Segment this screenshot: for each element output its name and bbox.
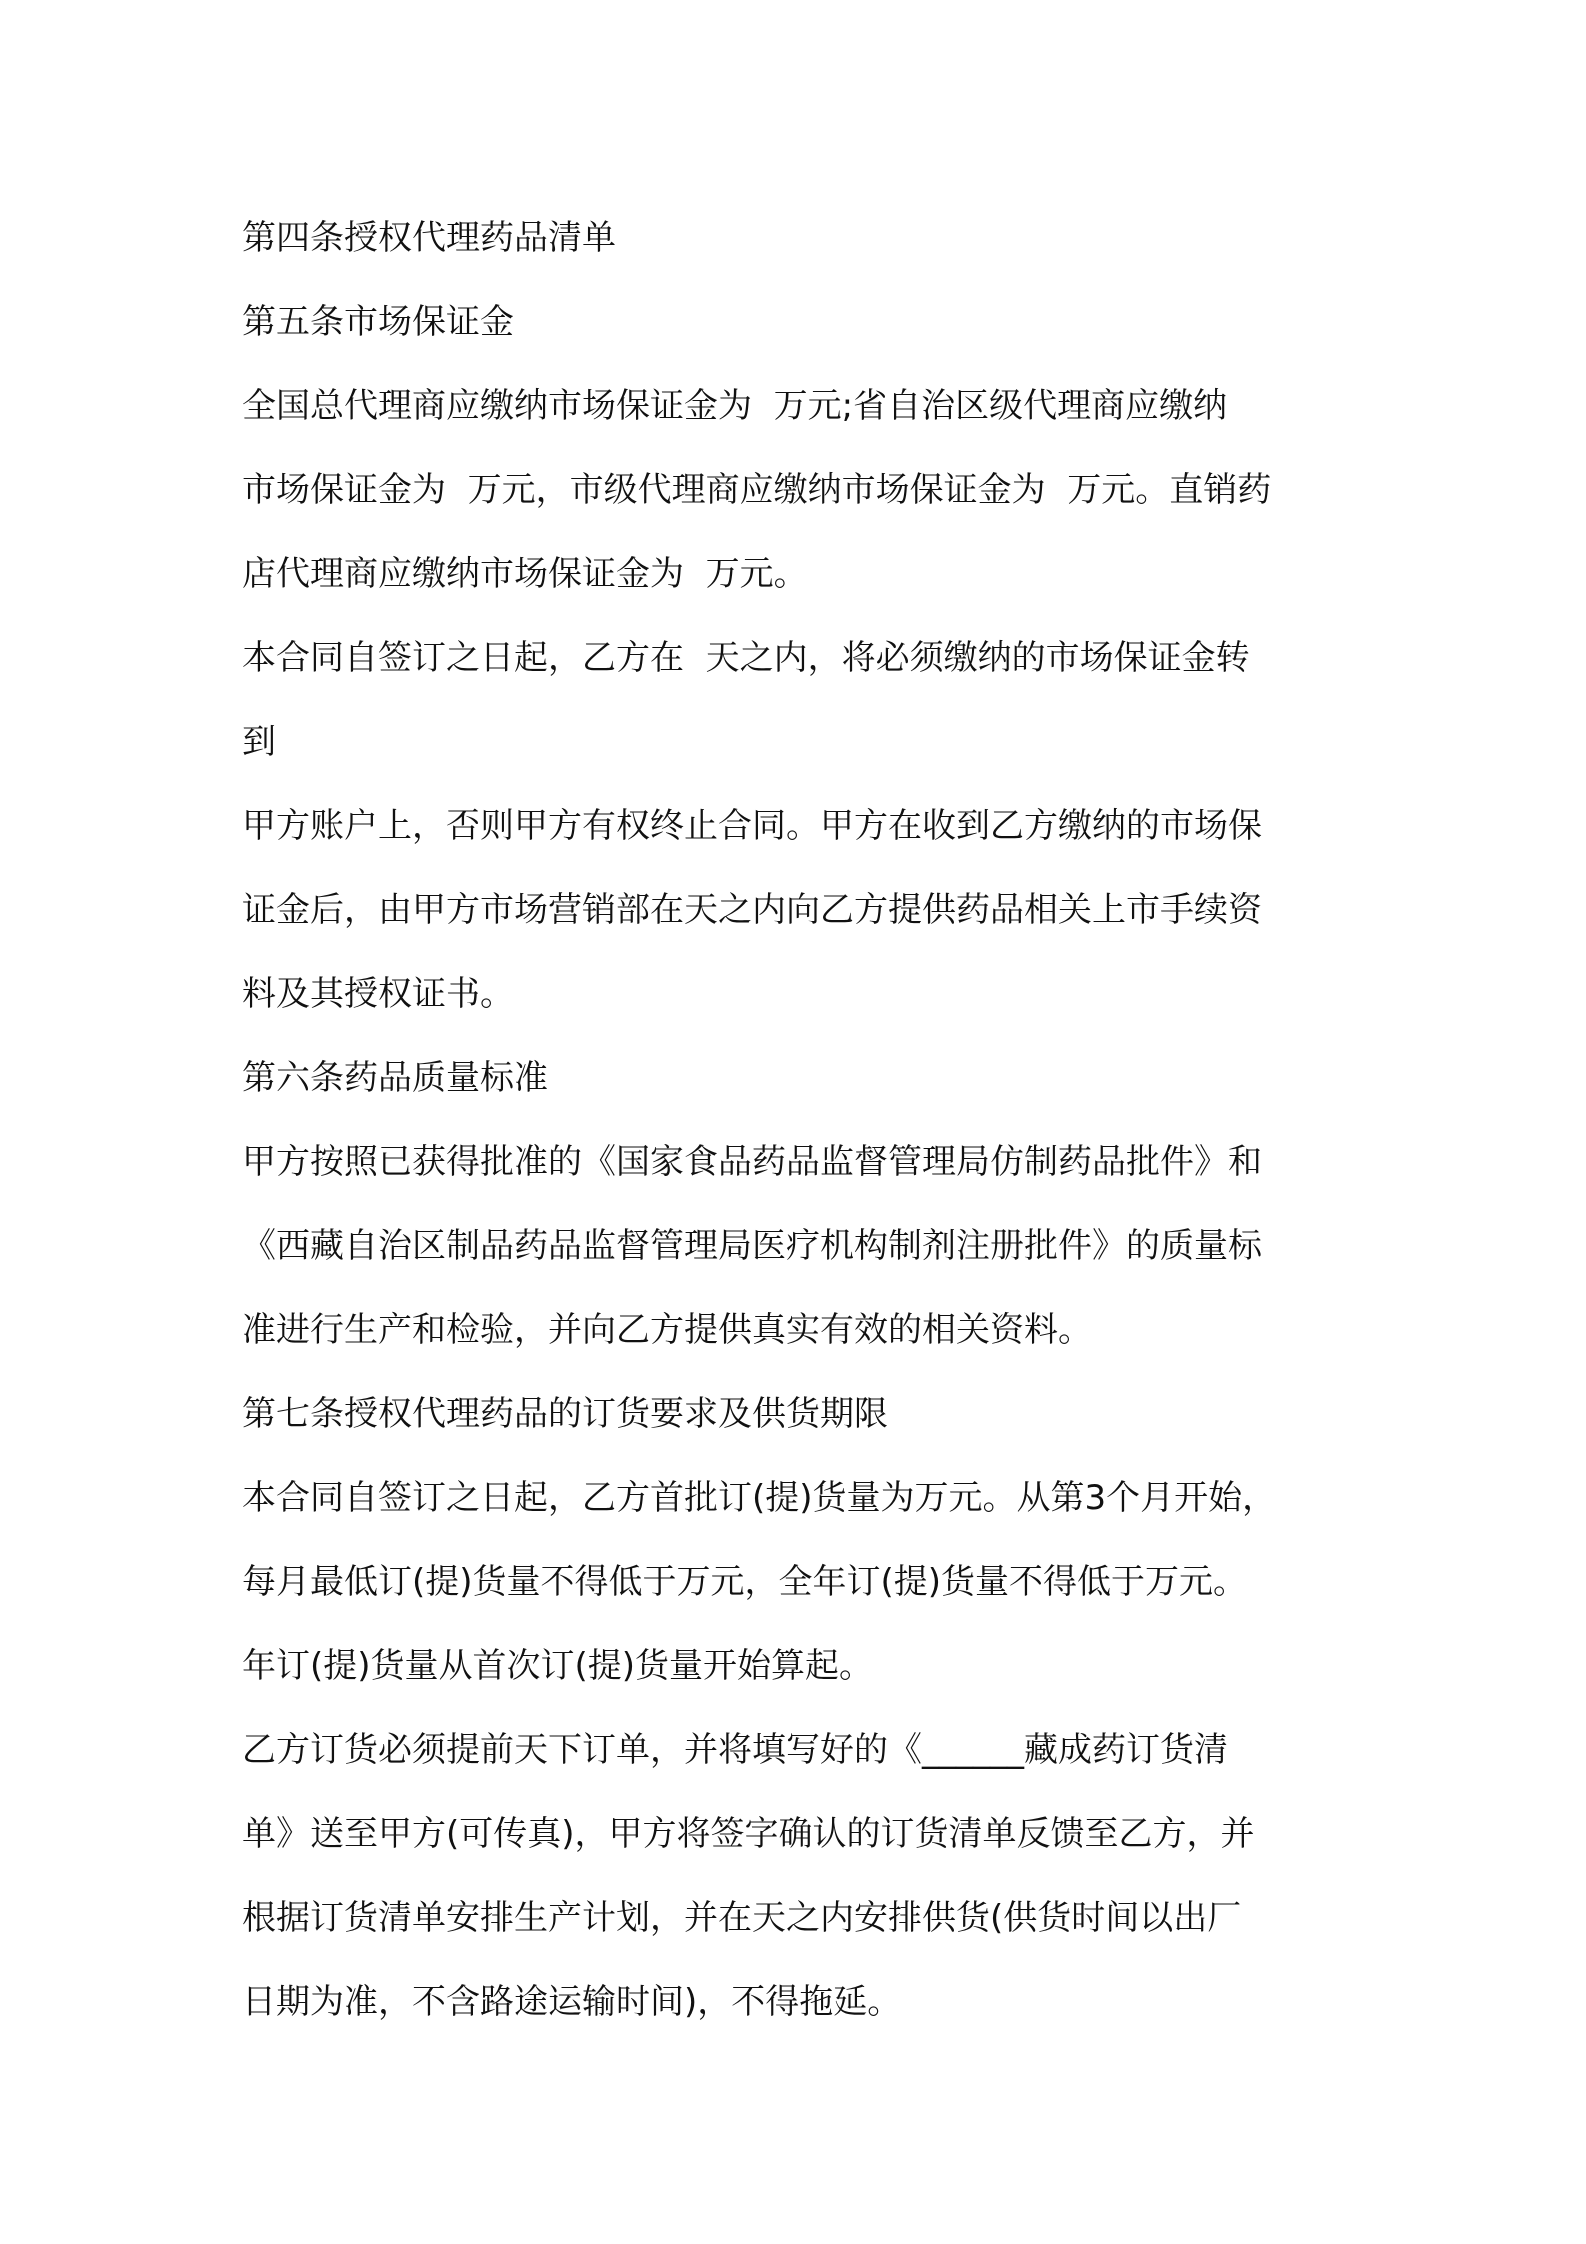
paragraph-line: 日期为准，不含路途运输时间)，不得拖延。 bbox=[242, 1982, 902, 2022]
document-body bbox=[242, 196, 1352, 2044]
paragraph-line: 本合同自签订之日起，乙方在 天之内，将必须缴纳的市场保证金转 bbox=[242, 638, 1250, 678]
paragraph-line: 年订(提)货量从首次订(提)货量开始算起。 bbox=[242, 1646, 874, 1686]
paragraph-line: 市场保证金为 万元，市级代理商应缴纳市场保证金为 万元。直销药 bbox=[242, 470, 1272, 510]
paragraph-line: 《西藏自治区制品药品监督管理局医疗机构制剂注册批件》的质量标 bbox=[242, 1226, 1262, 1266]
paragraph-line: 乙方订货必须提前天下订单，并将填写好的《______藏成药订货清 bbox=[242, 1730, 1228, 1770]
paragraph-line: 料及其授权证书。 bbox=[242, 974, 514, 1014]
paragraph-line: 本合同自签订之日起，乙方首批订(提)货量为万元。从第3个月开始， bbox=[242, 1478, 1277, 1518]
paragraph-line: 单》送至甲方(可传真)，甲方将签字确认的订货清单反馈至乙方，并 bbox=[242, 1814, 1255, 1854]
article-6-heading: 第六条药品质量标准 bbox=[242, 1058, 548, 1098]
article-5-heading: 第五条市场保证金 bbox=[242, 302, 514, 342]
paragraph-line: 证金后，由甲方市场营销部在天之内向乙方提供药品相关上市手续资 bbox=[242, 890, 1262, 930]
article-7-heading: 第七条授权代理药品的订货要求及供货期限 bbox=[242, 1394, 888, 1434]
paragraph-line: 全国总代理商应缴纳市场保证金为 万元;省自治区级代理商应缴纳 bbox=[242, 386, 1228, 426]
paragraph-line: 每月最低订(提)货量不得低于万元，全年订(提)货量不得低于万元。 bbox=[242, 1562, 1248, 1602]
article-4-heading: 第四条授权代理药品清单 bbox=[242, 218, 616, 258]
paragraph-line: 准进行生产和检验，并向乙方提供真实有效的相关资料。 bbox=[242, 1310, 1092, 1350]
paragraph-line: 店代理商应缴纳市场保证金为 万元。 bbox=[242, 554, 808, 594]
paragraph-line: 根据订货清单安排生产计划，并在天之内安排供货(供货时间以出厂 bbox=[242, 1898, 1242, 1938]
paragraph-line: 到 bbox=[242, 722, 276, 762]
paragraph-line: 甲方按照已获得批准的《国家食品药品监督管理局仿制药品批件》和 bbox=[242, 1142, 1262, 1182]
paragraph-line: 甲方账户上，否则甲方有权终止合同。甲方在收到乙方缴纳的市场保 bbox=[242, 806, 1262, 846]
